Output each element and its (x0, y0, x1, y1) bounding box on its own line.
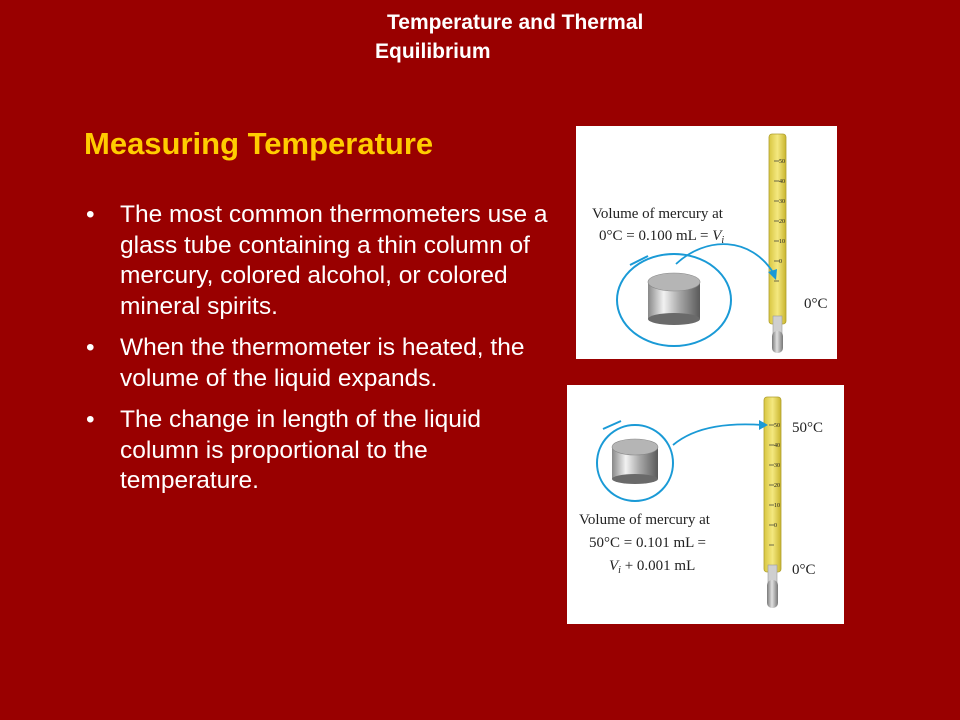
slide-title: Measuring Temperature (84, 126, 434, 161)
caption-subscript: i (721, 235, 725, 246)
caption-line-1: Volume of mercury at (592, 206, 723, 222)
tick-label: 10 (779, 239, 785, 245)
tick-label: 0 (779, 259, 782, 265)
bullet-text: The change in length of the liquid column is proportional to the temperature. (120, 406, 481, 494)
bottom-temperature-label: 0°C (792, 562, 816, 578)
thermometer-figure-hot (567, 385, 844, 624)
caption-line-2 (599, 228, 724, 246)
thermometer-diagram-hot (567, 385, 844, 624)
tick-label: 50 (779, 159, 785, 165)
thermometer-bulb (767, 580, 778, 608)
bullet-item (86, 405, 566, 497)
header-line-2: Equilibrium (375, 40, 491, 63)
tick-label: 40 (779, 179, 785, 185)
metal-cylinder-top (648, 273, 700, 291)
metal-cylinder-bottom (612, 474, 658, 484)
thermometer-figure-cold (576, 126, 837, 359)
caption-subscript: i (618, 565, 621, 576)
bullet-text: The most common thermometers use a glass tube containing a thin column of mercury, colored alcohol, or colored mineral spirits. (120, 201, 548, 320)
caption-line-3 (609, 558, 695, 576)
header-line-1: Temperature and Thermal (387, 11, 644, 34)
tick-label: 40 (774, 443, 780, 449)
bullet-dot: • (86, 201, 95, 228)
tick-label: 20 (774, 483, 780, 489)
tick-label: 30 (779, 199, 785, 205)
bullet-text: When the thermometer is heated, the volume of the liquid expands. (120, 334, 525, 392)
tick-label: 50 (774, 423, 780, 429)
arrow-to-tube (676, 244, 774, 274)
metal-cylinder-top (612, 439, 658, 455)
caption-text: + 0.001 mL (620, 558, 696, 574)
top-temperature-label: 50°C (792, 420, 824, 436)
bullet-item (86, 333, 566, 394)
tick-label: 30 (774, 463, 780, 469)
caption-variable: V (712, 228, 722, 244)
thermometer-bulb (772, 331, 783, 353)
slide-header (375, 8, 795, 66)
caption-line-1: Volume of mercury at (579, 512, 710, 528)
bullet-dot: • (86, 334, 95, 361)
tick-label: 20 (779, 219, 785, 225)
arrow-to-tube (673, 424, 763, 445)
tick-label: 0 (774, 523, 777, 529)
temperature-label: 0°C (804, 296, 828, 312)
thermometer-diagram-cold (576, 126, 837, 359)
bullet-dot: • (86, 406, 95, 433)
caption-text: 0°C = 0.100 mL = (599, 228, 713, 244)
metal-cylinder-bottom (648, 313, 700, 325)
bullet-item (86, 200, 566, 322)
caption-line-2: 50°C = 0.101 mL = (589, 535, 706, 551)
tick-label: 10 (774, 503, 780, 509)
caption-variable: V (609, 558, 619, 574)
bullet-list (86, 200, 566, 508)
